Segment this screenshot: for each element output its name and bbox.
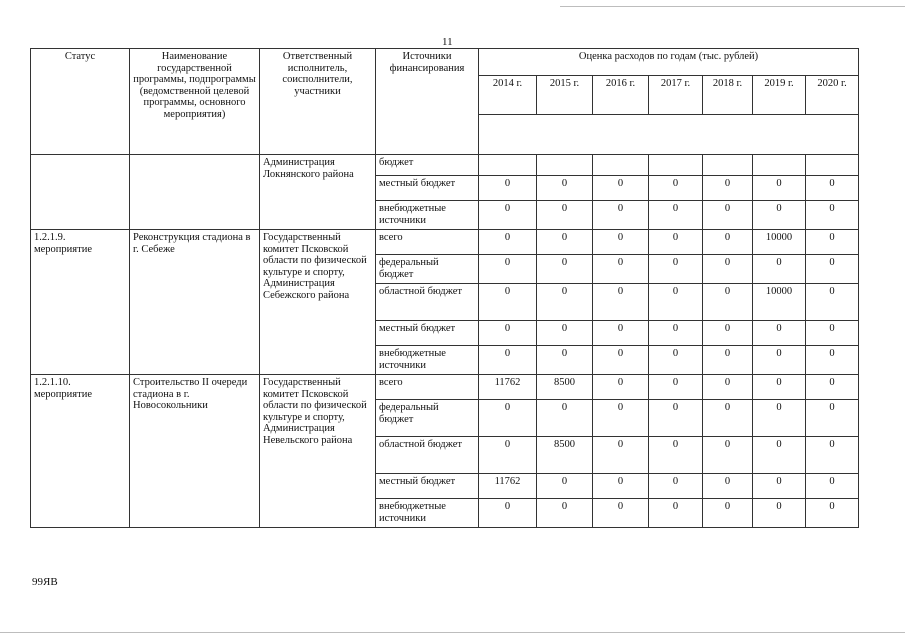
value-cell: 0 [537, 321, 593, 346]
value-cell [649, 155, 703, 176]
status-cell: 1.2.1.10. мероприятие [31, 375, 130, 528]
value-cell: 0 [703, 437, 753, 474]
value-cell: 0 [479, 437, 537, 474]
value-cell [806, 155, 859, 176]
value-cell: 0 [537, 255, 593, 284]
header-year: 2015 г. [537, 76, 593, 115]
value-cell: 0 [649, 375, 703, 400]
value-cell: 0 [593, 437, 649, 474]
value-cell: 0 [806, 499, 859, 528]
value-cell: 0 [806, 400, 859, 437]
value-cell: 0 [753, 346, 806, 375]
value-cell: 0 [649, 437, 703, 474]
value-cell: 0 [806, 230, 859, 255]
budget-table [30, 48, 859, 528]
header-status: Статус [31, 49, 130, 155]
table-row [31, 375, 859, 400]
value-cell: 11762 [479, 375, 537, 400]
value-cell: 0 [479, 346, 537, 375]
executor-cell: Администрация Локнянского района [260, 155, 376, 230]
value-cell: 0 [537, 499, 593, 528]
header-name: Наименование государственной программы, подпрограммы (ведомственной целевой программы, основного мероприятия) [130, 49, 260, 155]
name-cell: Строительство II очереди стадиона в г. Новосокольники [130, 375, 260, 528]
value-cell: 0 [479, 400, 537, 437]
value-cell: 0 [593, 255, 649, 284]
value-cell: 0 [479, 321, 537, 346]
value-cell: 0 [649, 176, 703, 201]
value-cell: 0 [537, 346, 593, 375]
scan-artifact-top [560, 6, 905, 7]
value-cell [593, 155, 649, 176]
scan-artifact-bottom [0, 632, 905, 633]
value-cell: 0 [593, 176, 649, 201]
value-cell: 0 [806, 346, 859, 375]
footer-code: 99ЯВ [32, 576, 58, 588]
status-cell: 1.2.1.9. мероприятие [31, 230, 130, 375]
header-year: 2016 г. [593, 76, 649, 115]
value-cell: 0 [479, 176, 537, 201]
source-cell: местный бюджет [376, 474, 479, 499]
header-year: 2019 г. [753, 76, 806, 115]
value-cell: 0 [537, 201, 593, 230]
value-cell: 0 [649, 201, 703, 230]
table-header [31, 49, 859, 155]
name-cell: Реконструкция стадиона в г. Себеже [130, 230, 260, 375]
value-cell: 0 [649, 346, 703, 375]
executor-cell: Государственный комитет Псковской области по физической культуре и спорту, Администрация Невельского района [260, 375, 376, 528]
value-cell: 0 [753, 255, 806, 284]
source-cell: областной бюджет [376, 437, 479, 474]
value-cell: 0 [649, 321, 703, 346]
value-cell: 0 [593, 201, 649, 230]
value-cell [753, 155, 806, 176]
name-cell [130, 155, 260, 230]
value-cell: 0 [479, 230, 537, 255]
value-cell: 0 [479, 284, 537, 321]
value-cell: 0 [753, 321, 806, 346]
value-cell: 0 [806, 176, 859, 201]
table-row [31, 155, 859, 176]
value-cell: 0 [593, 474, 649, 499]
source-cell: областной бюджет [376, 284, 479, 321]
value-cell: 0 [593, 375, 649, 400]
status-cell [31, 155, 130, 230]
source-cell: всего [376, 375, 479, 400]
executor-cell: Государственный комитет Псковской области по физической культуре и спорту, Администрация Себежского района [260, 230, 376, 375]
value-cell: 0 [479, 201, 537, 230]
source-cell: внебюджетные источники [376, 346, 479, 375]
source-cell: местный бюджет [376, 176, 479, 201]
value-cell: 0 [703, 176, 753, 201]
value-cell: 0 [537, 474, 593, 499]
value-cell [703, 155, 753, 176]
table-row [31, 230, 859, 255]
value-cell: 0 [649, 230, 703, 255]
header-sources: Источники финансирования [376, 49, 479, 155]
source-cell: местный бюджет [376, 321, 479, 346]
value-cell: 0 [703, 474, 753, 499]
value-cell: 0 [703, 255, 753, 284]
header-year: 2018 г. [703, 76, 753, 115]
value-cell: 0 [703, 499, 753, 528]
value-cell: 0 [593, 346, 649, 375]
value-cell: 0 [593, 400, 649, 437]
value-cell: 0 [649, 474, 703, 499]
value-cell: 11762 [479, 474, 537, 499]
value-cell: 0 [703, 201, 753, 230]
table-body [31, 155, 859, 528]
value-cell: 0 [806, 321, 859, 346]
source-cell: внебюджетные источники [376, 201, 479, 230]
value-cell: 0 [806, 375, 859, 400]
header-expenses: Оценка расходов по годам (тыс. рублей) [479, 49, 859, 76]
value-cell: 0 [753, 437, 806, 474]
value-cell [479, 155, 537, 176]
value-cell: 0 [703, 400, 753, 437]
header-year: 2020 г. [806, 76, 859, 115]
value-cell [537, 155, 593, 176]
value-cell: 0 [703, 284, 753, 321]
value-cell: 10000 [753, 230, 806, 255]
value-cell: 8500 [537, 437, 593, 474]
value-cell: 10000 [753, 284, 806, 321]
value-cell: 0 [479, 255, 537, 284]
value-cell: 0 [703, 321, 753, 346]
value-cell: 0 [806, 201, 859, 230]
value-cell: 0 [753, 375, 806, 400]
value-cell: 0 [806, 284, 859, 321]
value-cell: 0 [753, 176, 806, 201]
value-cell: 0 [649, 499, 703, 528]
value-cell: 0 [753, 499, 806, 528]
value-cell: 0 [649, 400, 703, 437]
value-cell: 0 [593, 284, 649, 321]
value-cell: 0 [703, 346, 753, 375]
value-cell: 0 [703, 230, 753, 255]
value-cell: 0 [753, 474, 806, 499]
header-year: 2017 г. [649, 76, 703, 115]
value-cell: 0 [753, 201, 806, 230]
value-cell: 0 [593, 499, 649, 528]
header-year-spacer [479, 115, 859, 155]
source-cell: федеральный бюджет [376, 400, 479, 437]
value-cell: 0 [593, 321, 649, 346]
header-executor: Ответственный исполнитель, соисполнители, участники [260, 49, 376, 155]
value-cell: 0 [537, 230, 593, 255]
source-cell: всего [376, 230, 479, 255]
source-cell: бюджет [376, 155, 479, 176]
header-year: 2014 г. [479, 76, 537, 115]
value-cell: 0 [649, 284, 703, 321]
value-cell: 0 [537, 176, 593, 201]
value-cell: 0 [806, 474, 859, 499]
value-cell: 0 [806, 437, 859, 474]
value-cell: 8500 [537, 375, 593, 400]
source-cell: внебюджетные источники [376, 499, 479, 528]
value-cell: 0 [537, 400, 593, 437]
source-cell: федеральный бюджет [376, 255, 479, 284]
value-cell: 0 [649, 255, 703, 284]
value-cell: 0 [593, 230, 649, 255]
value-cell: 0 [806, 255, 859, 284]
page-number: 11 [442, 36, 453, 48]
value-cell: 0 [537, 284, 593, 321]
value-cell: 0 [703, 375, 753, 400]
value-cell: 0 [479, 499, 537, 528]
value-cell: 0 [753, 400, 806, 437]
